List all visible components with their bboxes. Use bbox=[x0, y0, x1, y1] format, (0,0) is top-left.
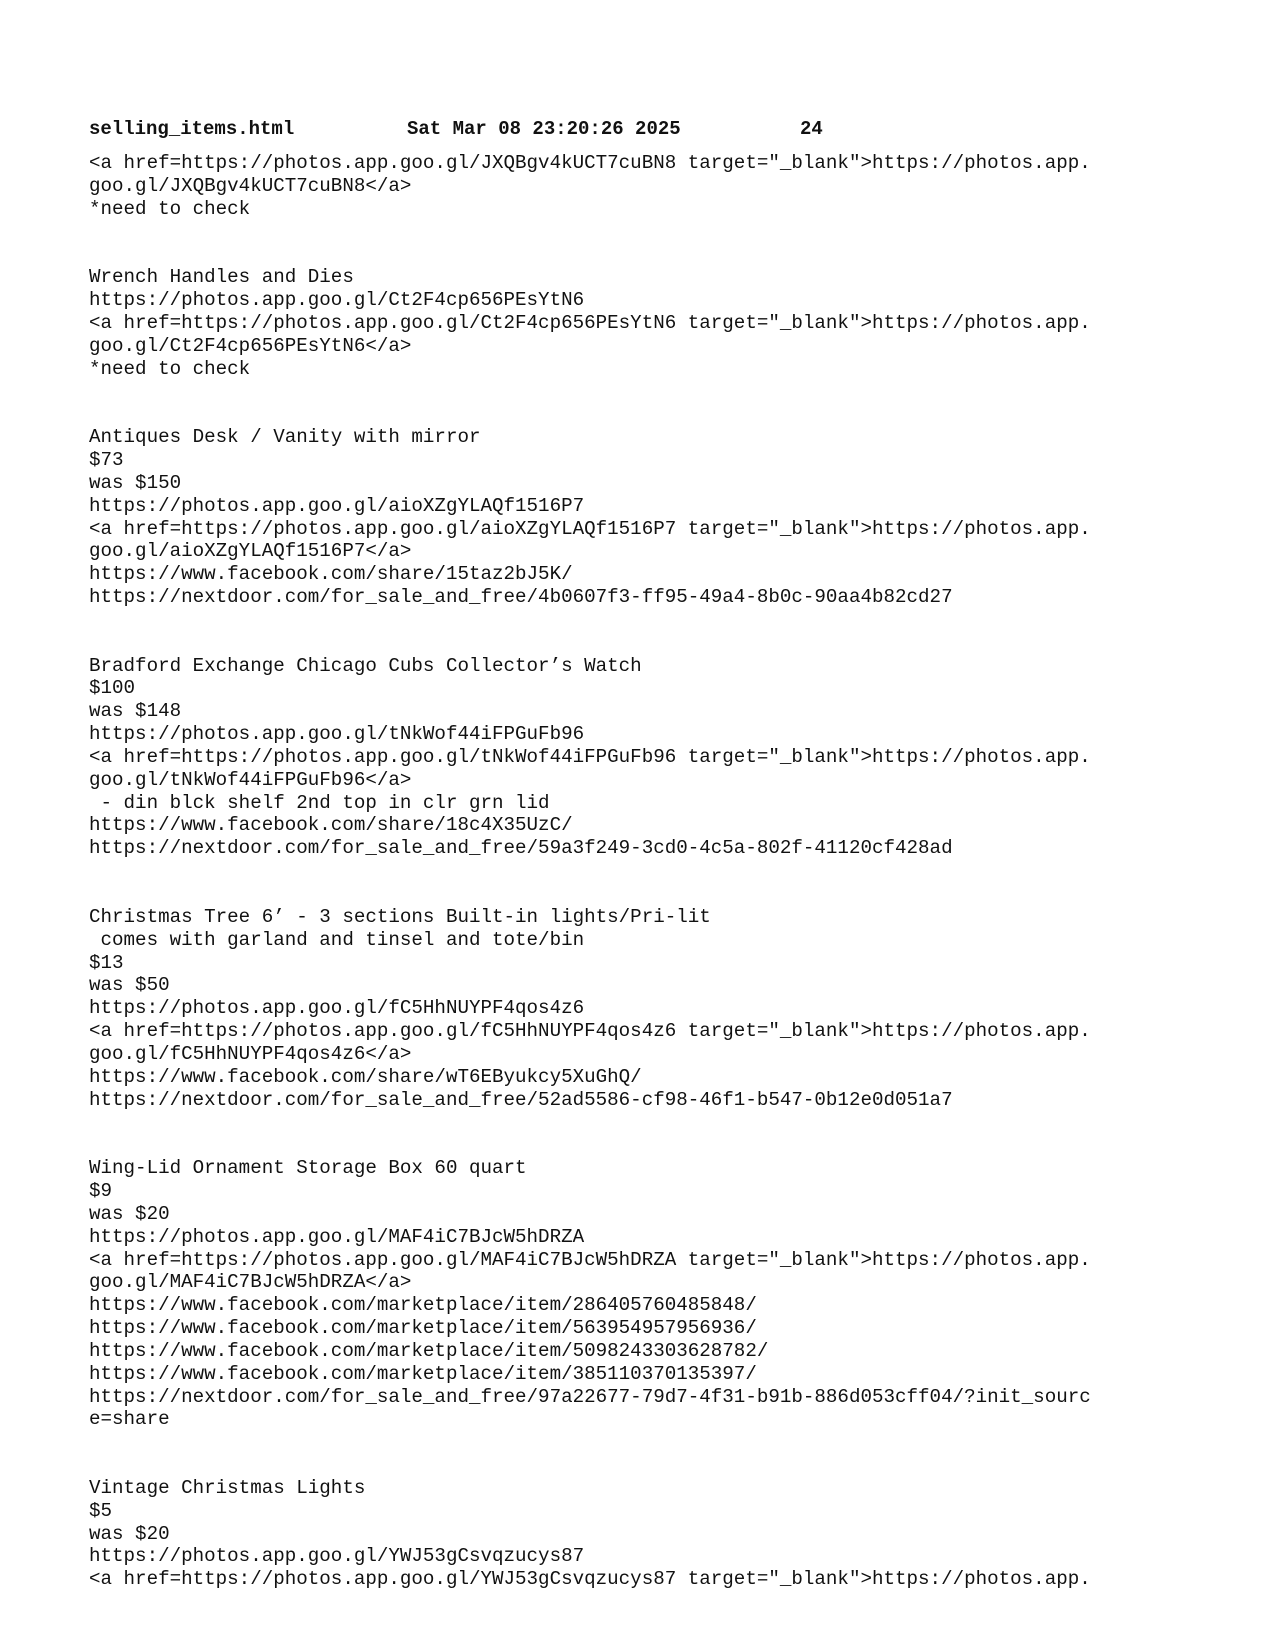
text-line: goo.gl/aioXZgYLAQf1516P7</a> bbox=[89, 540, 412, 563]
text-line: was $148 bbox=[89, 700, 182, 723]
text-line: $73 bbox=[89, 448, 124, 471]
text-line: https://photos.app.goo.gl/tNkWof44iFPGuFb96 bbox=[89, 723, 585, 746]
text-line bbox=[89, 1134, 1259, 1157]
text-line: Wrench Handles and Dies bbox=[89, 266, 354, 289]
text-line: https://nextdoor.com/for_sale_and_free/59a3f249-3cd0-4c5a-802f-41120cf428ad bbox=[89, 837, 953, 860]
text-line: <a href=https://photos.app.goo.gl/aioXZgYLAQf1516P7 target="_blank">https://photos.app. bbox=[89, 517, 1091, 540]
text-line: https://www.facebook.com/marketplace/item/385110370135397/ bbox=[89, 1362, 757, 1385]
text-line: https://www.facebook.com/marketplace/item/563954957956936/ bbox=[89, 1317, 757, 1340]
text-line: was $50 bbox=[89, 974, 170, 997]
header-page-number: 24 bbox=[800, 118, 823, 140]
text-line: https://nextdoor.com/for_sale_and_free/4b0607f3-ff95-49a4-8b0c-90aa4b82cd27 bbox=[89, 586, 953, 609]
text-line bbox=[89, 860, 1259, 883]
text-line: Vintage Christmas Lights bbox=[89, 1476, 366, 1499]
page-header bbox=[89, 117, 823, 142]
text-line: Bradford Exchange Chicago Cubs Collector’s Watch bbox=[89, 654, 642, 677]
text-line bbox=[89, 609, 1259, 632]
text-line bbox=[89, 883, 1259, 906]
text-line bbox=[89, 243, 1259, 266]
text-line: $5 bbox=[89, 1499, 113, 1522]
text-line: https://nextdoor.com/for_sale_and_free/52ad5586-cf98-46f1-b547-0b12e0d051a7 bbox=[89, 1088, 953, 1111]
text-line bbox=[89, 632, 1259, 655]
text-line bbox=[89, 1111, 1259, 1134]
text-line: *need to check bbox=[89, 357, 251, 380]
text-line: $9 bbox=[89, 1179, 113, 1202]
text-line: <a href=https://photos.app.goo.gl/Ct2F4cp656PEsYtN6 target="_blank">https://photos.app. bbox=[89, 311, 1091, 334]
text-line bbox=[89, 1431, 1259, 1454]
text-line bbox=[89, 380, 1259, 403]
text-line: goo.gl/MAF4iC7BJcW5hDRZA</a> bbox=[89, 1271, 412, 1294]
text-line: <a href=https://photos.app.goo.gl/fC5HhNUYPF4qos4z6 target="_blank">https://photos.app. bbox=[89, 1020, 1091, 1043]
text-line: <a href=https://photos.app.goo.gl/tNkWof44iFPGuFb96 target="_blank">https://photos.app. bbox=[89, 745, 1091, 768]
header-filename: selling_items.html bbox=[89, 118, 295, 140]
text-line: https://www.facebook.com/marketplace/item/5098243303628782/ bbox=[89, 1339, 769, 1362]
text-line bbox=[89, 221, 1259, 244]
text-line bbox=[89, 1454, 1259, 1477]
text-line: goo.gl/tNkWof44iFPGuFb96</a> bbox=[89, 768, 412, 791]
text-line: https://photos.app.goo.gl/aioXZgYLAQf1516P7 bbox=[89, 494, 585, 517]
text-line: https://www.facebook.com/marketplace/item/286405760485848/ bbox=[89, 1294, 757, 1317]
text-line: goo.gl/JXQBgv4kUCT7cuBN8</a> bbox=[89, 174, 412, 197]
text-line bbox=[89, 403, 1259, 426]
text-line: https://photos.app.goo.gl/YWJ53gCsvqzucys87 bbox=[89, 1545, 585, 1568]
text-line: https://photos.app.goo.gl/Ct2F4cp656PEsYtN6 bbox=[89, 289, 585, 312]
text-line: Antiques Desk / Vanity with mirror bbox=[89, 426, 481, 449]
document-body bbox=[89, 152, 1259, 1591]
text-line: goo.gl/Ct2F4cp656PEsYtN6</a> bbox=[89, 334, 412, 357]
text-line: https://photos.app.goo.gl/MAF4iC7BJcW5hDRZA bbox=[89, 1225, 585, 1248]
text-line: <a href=https://photos.app.goo.gl/YWJ53gCsvqzucys87 target="_blank">https://photos.app. bbox=[89, 1568, 1091, 1591]
text-line: <a href=https://photos.app.goo.gl/MAF4iC7BJcW5hDRZA target="_blank">https://photos.app. bbox=[89, 1248, 1091, 1271]
text-line: was $20 bbox=[89, 1202, 170, 1225]
text-line: goo.gl/fC5HhNUYPF4qos4z6</a> bbox=[89, 1042, 412, 1065]
text-line: comes with garland and tinsel and tote/bin bbox=[89, 928, 585, 951]
text-line: https://www.facebook.com/share/wT6EByukcy5XuGhQ/ bbox=[89, 1065, 642, 1088]
text-line: https://photos.app.goo.gl/fC5HhNUYPF4qos4z6 bbox=[89, 997, 585, 1020]
text-line: *need to check bbox=[89, 197, 251, 220]
text-line: https://nextdoor.com/for_sale_and_free/97a22677-79d7-4f31-b91b-886d053cff04/?init_sourc bbox=[89, 1385, 1091, 1408]
text-line: - din blck shelf 2nd top in clr grn lid bbox=[89, 791, 550, 814]
text-line: $100 bbox=[89, 677, 136, 700]
text-line: was $20 bbox=[89, 1522, 170, 1545]
text-line: https://www.facebook.com/share/15taz2bJ5K/ bbox=[89, 563, 573, 586]
text-line: Wing-Lid Ornament Storage Box 60 quart bbox=[89, 1157, 527, 1180]
header-date: Sat Mar 08 23:20:26 2025 bbox=[407, 118, 681, 140]
text-line: was $150 bbox=[89, 471, 182, 494]
text-line: <a href=https://photos.app.goo.gl/JXQBgv4kUCT7cuBN8 target="_blank">https://photos.app. bbox=[89, 152, 1091, 174]
text-line: $13 bbox=[89, 951, 124, 974]
text-line: https://www.facebook.com/share/18c4X35UzC/ bbox=[89, 814, 573, 837]
text-line: Christmas Tree 6’ - 3 sections Built-in lights/Pri-lit bbox=[89, 905, 711, 928]
text-line: e=share bbox=[89, 1408, 170, 1431]
